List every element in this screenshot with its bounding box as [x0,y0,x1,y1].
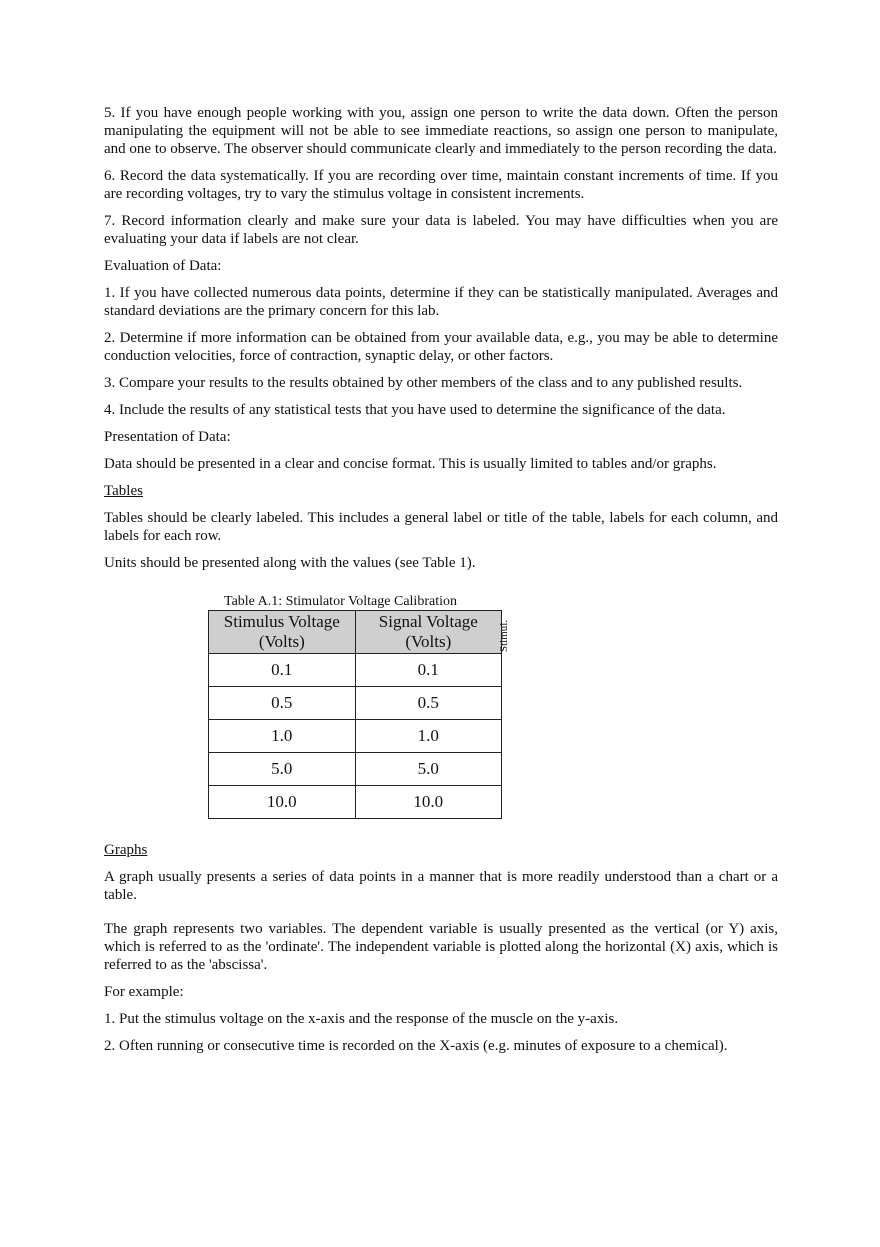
column-header-stimulus-voltage: Stimulus Voltage (Volts) [209,611,356,654]
table-cell: 1.0 [355,720,501,753]
tables-paragraph-2: Units should be presented along with the values (see Table 1). [104,555,476,571]
calibration-table [208,610,502,819]
table-row [209,720,502,753]
paragraph-6: 6. Record the data systematically. If you are recording over time, maintain constant increments of time. If you are recording voltages, try to vary the stimulus voltage in consistent increments. [104,168,778,202]
presentation-heading: Presentation of Data: [104,429,231,445]
table-cell: 0.1 [209,654,356,687]
table-cell: 1.0 [209,720,356,753]
tables-heading-text: Tables [104,483,143,499]
graphs-paragraph-1: A graph usually presents a series of data points in a manner that is more readily understood than a chart or a table. [104,869,778,903]
paragraph-5: 5. If you have enough people working with you, assign one person to write the data down. Often the person manipulating the equipment will not be able to see immediate reactions, so assign one person to manipulate, and one to observe. The observer should communicate clearly and immediately to the person recording the data. [104,105,778,157]
evaluation-heading: Evaluation of Data: [104,258,222,274]
table-cell: 5.0 [209,753,356,786]
table-header-row [209,611,502,654]
table-caption: Table A.1: Stimulator Voltage Calibration [224,594,457,609]
table-cell: 10.0 [209,786,356,819]
tables-paragraph-1: Tables should be clearly labeled. This includes a general label or title of the table, labels for each column, and labels for each row. [104,510,778,544]
evaluation-item: 2. Determine if more information can be obtained from your available data, e.g., you may be able to determine conduction velocities, force of contraction, synaptic delay, or other factors. [104,330,778,364]
graphs-heading-text: Graphs [104,842,148,858]
table-cell: 0.1 [355,654,501,687]
table-cell: 0.5 [355,687,501,720]
graphs-heading [104,841,778,859]
presentation-intro: Data should be presented in a clear and concise format. This is usually limited to tables and/or graphs. [104,456,717,472]
column-header-signal-voltage: Signal Voltage (Volts) [355,611,501,654]
example-heading: For example: [104,984,184,1000]
table-row [209,753,502,786]
table-row [209,786,502,819]
table-row [209,654,502,687]
evaluation-item: 4. Include the results of any statistical tests that you have used to determine the significance of the data. [104,402,726,418]
table-side-label: Stimul. [498,619,510,652]
calibration-table-block [208,594,508,819]
evaluation-item: 3. Compare your results to the results obtained by other members of the class and to any published results. [104,375,743,391]
table-cell: 5.0 [355,753,501,786]
table-cell: 10.0 [355,786,501,819]
tables-heading [104,482,778,500]
example-item: 2. Often running or consecutive time is recorded on the X-axis (e.g. minutes of exposure to a chemical). [104,1038,728,1054]
document-page [104,104,778,1064]
paragraph-7: 7. Record information clearly and make sure your data is labeled. You may have difficulties when you are evaluating your data if labels are not clear. [104,213,778,247]
evaluation-item: 1. If you have collected numerous data points, determine if they can be statistically manipulated. Averages and standard deviations are the primary concern for this lab. [104,285,778,319]
table-row [209,687,502,720]
graphs-paragraph-2: The graph represents two variables. The dependent variable is usually presented as the vertical (or Y) axis, which is referred to as the 'ordinate'. The independent variable is plotted along the horizontal (X) axis, which is referred to as the 'abscissa'. [104,921,778,973]
example-item: 1. Put the stimulus voltage on the x-axis and the response of the muscle on the y-axis. [104,1011,619,1027]
table-cell: 0.5 [209,687,356,720]
